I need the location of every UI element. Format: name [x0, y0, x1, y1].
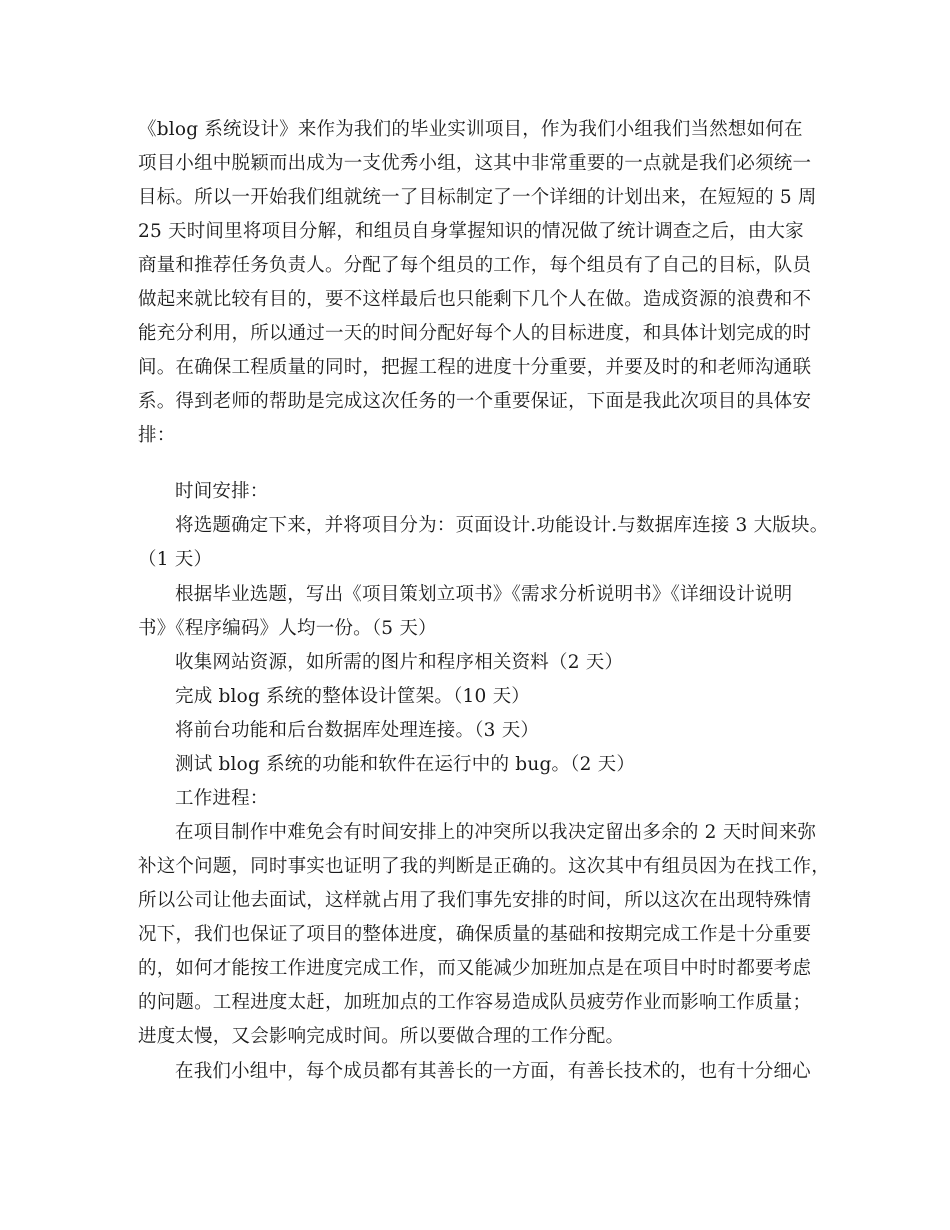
paragraph-line: 况下，我们也保证了项目的整体进度，确保质量的基础和按期完成工作是十分重要: [138, 924, 812, 945]
section-heading: 时间安排：: [175, 481, 269, 502]
paragraph-line: 的，如何才能按工作进度完成工作，而又能减少加班加点是在项目中时时都要考虑: [138, 958, 812, 979]
list-item: 收集网站资源，如所需的图片和程序相关资料（2 天）: [175, 652, 624, 673]
paragraph-line: 项目小组中脱颖而出成为一支优秀小组，这其中非常重要的一点就是我们必须统一: [138, 153, 812, 174]
paragraph-line: 书》《程序编码》人均一份。（5 天）: [138, 618, 437, 639]
paragraph-line: 所以公司让他去面试，这样就占用了我们事先安排的时间，所以这次在出现特殊情: [138, 890, 812, 911]
paragraph-line: 商量和推荐任务负责人。分配了每个组员的工作，每个组员有了自己的目标，队员: [138, 255, 812, 276]
paragraph-line: 根据毕业选题，写出《项目策划立项书》《需求分析说明书》《详细设计说明: [175, 584, 793, 605]
paragraph-line: 的问题。工程进度太赶，加班加点的工作容易造成队员疲劳作业而影响工作质量；: [138, 992, 812, 1013]
paragraph-line: （1 天）: [138, 549, 213, 570]
list-item: 测试 blog 系统的功能和软件在运行中的 bug。（2 天）: [175, 754, 636, 775]
list-item: 完成 blog 系统的整体设计筐架。（10 天）: [175, 686, 530, 707]
paragraph-line: 补这个问题，同时事实也证明了我的判断是正确的。这次其中有组员因为在找工作，: [138, 856, 830, 877]
paragraph-line: 系。得到老师的帮助是完成这次任务的一个重要保证，下面是我此次项目的具体安: [138, 391, 812, 412]
paragraph-line: 进度太慢，又会影响完成时间。所以要做合理的工作分配。: [138, 1026, 625, 1047]
list-item: 将前台功能和后台数据库处理连接。（3 天）: [175, 720, 540, 741]
paragraph-line: 在我们小组中，每个成员都有其善长的一方面，有善长技术的，也有十分细心: [175, 1061, 811, 1082]
section-heading: 工作进程：: [175, 788, 269, 809]
paragraph-line: 间。在确保工程质量的同时，把握工程的进度十分重要，并要及时的和老师沟通联: [138, 357, 812, 378]
paragraph-line: 将选题确定下来，并将项目分为：页面设计.功能设计.与数据库连接 3 大版块。: [175, 515, 829, 536]
paragraph-line: 在项目制作中难免会有时间安排上的冲突所以我决定留出多余的 2 天时间来弥: [175, 822, 817, 843]
paragraph-line: 目标。所以一开始我们组就统一了目标制定了一个详细的计划出来，在短短的 5 周: [138, 187, 817, 208]
paragraph-line: 能充分利用，所以通过一天的时间分配好每个人的目标进度，和具体计划完成的时: [138, 323, 812, 344]
paragraph-line: 排：: [138, 425, 176, 446]
paragraph-line: 做起来就比较有目的，要不这样最后也只能剩下几个人在做。造成资源的浪费和不: [138, 289, 812, 310]
paragraph-line: 25 天时间里将项目分解，和组员自身掌握知识的情况做了统计调查之后，由大家: [138, 221, 804, 242]
paragraph-line: 《blog 系统设计》来作为我们的毕业实训项目，作为我们小组我们当然想如何在: [138, 119, 803, 140]
